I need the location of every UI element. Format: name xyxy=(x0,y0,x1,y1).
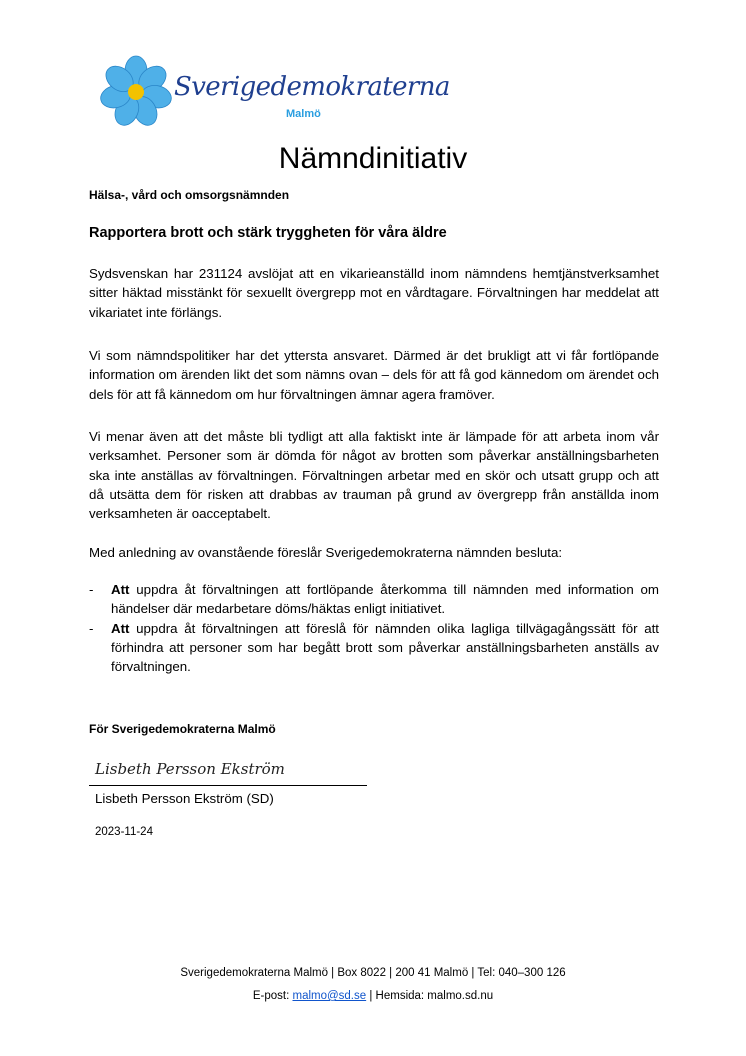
website-text: | Hemsida: malmo.sd.nu xyxy=(366,990,494,1002)
party-logo xyxy=(96,52,450,132)
email-link[interactable]: malmo@sd.se xyxy=(292,990,367,1002)
proposal-list xyxy=(89,580,659,676)
signature-heading: För Sverigedemokraterna Malmö xyxy=(89,722,276,736)
footer-contact xyxy=(0,990,746,1002)
document-title: Nämndinitiativ xyxy=(278,142,468,175)
paragraph-3: Vi menar även att det måste bli tydligt att alla faktiskt inte är lämpade för att arbeta inom vår verksamhet. Personer som är dömda för något av brotten som påverkar anställningsbarheten ska inte anställas av förvaltningen. Förvaltningen arbetar med en skör och utsatt grupp och att då utsätta dem för risken att drabbas av trauman på grund av övergrepp från anställda inom verksamheten är oacceptabelt. xyxy=(89,429,659,522)
paragraph-1: Sydsvenskan har 231124 avslöjat att en vikarieanställd inom nämndens hemtjänstverksamhet sitter häktad misstänkt för sexuellt övergrepp mot en vårdtagare. Förvaltningen har meddelat att vikariatet inte förlängs. xyxy=(89,266,659,320)
flower-icon xyxy=(96,52,176,132)
paragraph-2: Vi som nämndspolitiker har det yttersta ansvaret. Därmed är det brukligt att vi får fortlöpande information om ärenden likt det som nämns ovan – dels för att få god kännedom om ärendet och dels för att få kännedom om hur förvaltningen ämnar agera framöver. xyxy=(89,348,659,402)
email-label: E-post: xyxy=(252,990,293,1002)
proposal-item xyxy=(89,580,659,619)
signature-line xyxy=(89,785,367,786)
bullet-dash: - xyxy=(89,582,94,597)
footer-address: Sverigedemokraterna Malmö | Box 8022 | 200 41 Malmö | Tel: 040–300 126 xyxy=(180,967,566,979)
signer-name: Lisbeth Persson Ekström (SD) xyxy=(95,791,274,806)
subject-heading: Rapportera brott och stärk tryggheten för våra äldre xyxy=(89,225,447,241)
flower-center xyxy=(128,84,144,100)
proposal-text: uppdra åt förvaltningen att fortlöpande återkomma till nämnden med information om händelser där medarbetare döms/häktas enligt initiativet. xyxy=(111,582,659,617)
committee-name: Hälsa-, vård och omsorgsnämnden xyxy=(89,188,290,202)
proposal-lead: Att xyxy=(111,582,130,597)
proposal-item xyxy=(89,619,659,677)
proposal-lead: Att xyxy=(111,620,130,636)
bullet-dash: - xyxy=(89,620,94,636)
paragraph-4: Med anledning av ovanstående föreslår Sverigedemokraterna nämnden besluta: xyxy=(89,545,563,560)
logo-city: Malmö xyxy=(286,108,321,120)
handwritten-signature: Lisbeth Persson Ekström xyxy=(95,760,285,778)
logo-wordmark: Sverigedemokraterna xyxy=(174,72,450,102)
document-date: 2023-11-24 xyxy=(95,826,153,838)
proposal-text: uppdra åt förvaltningen att föreslå för nämnden olika lagliga tillvägagångssätt för att förhindra att personer som har begått brott som påverkar anställningsbarheten anställs av förvaltningen. xyxy=(111,620,659,675)
